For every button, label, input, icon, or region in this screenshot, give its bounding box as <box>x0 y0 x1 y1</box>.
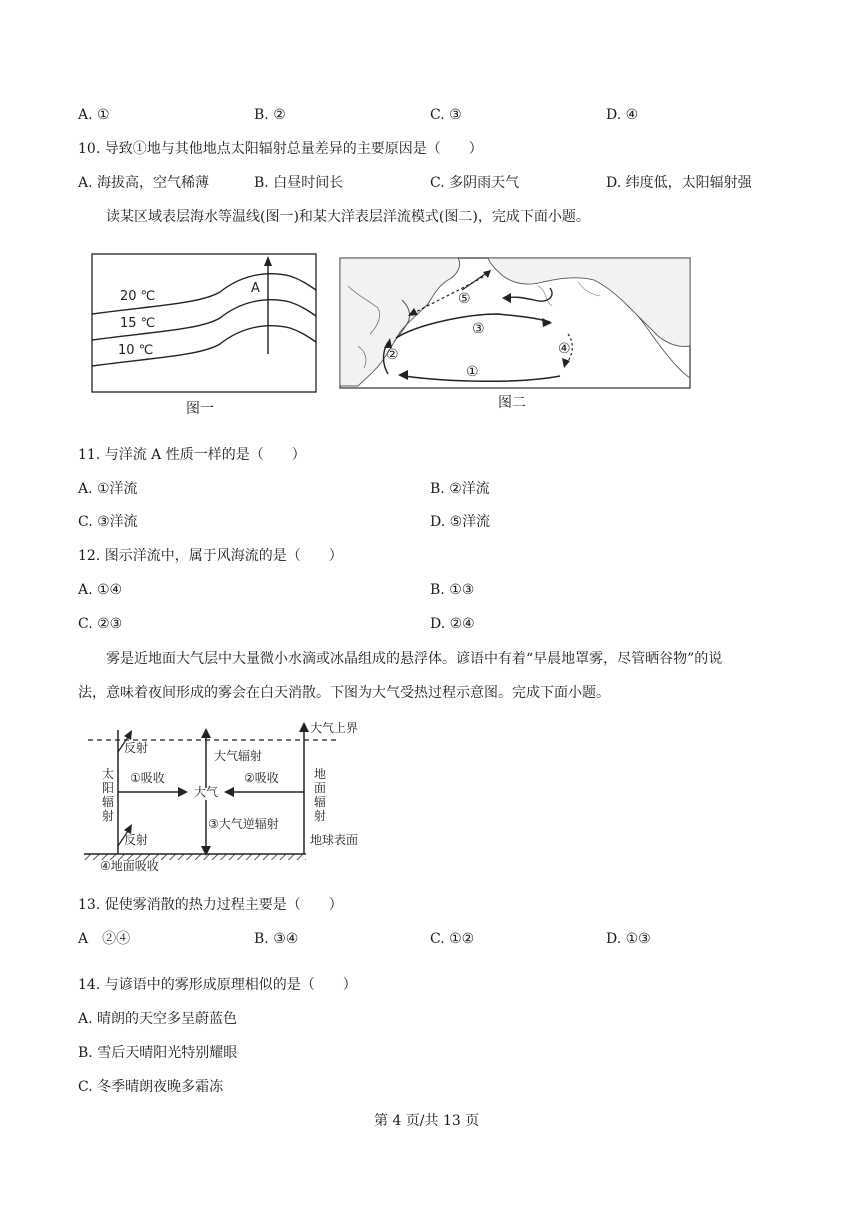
ground-radiation-char-2: 面 <box>314 781 327 795</box>
figure1-caption: 图一 <box>186 401 214 417</box>
q11-option-a: A. ①洋流 <box>78 481 138 497</box>
figure-isotherms <box>90 252 320 420</box>
q14-stem: 14. 与谚语中的雾形成原理相似的是（ ） <box>78 977 357 993</box>
ground-radiation-char-4: 射 <box>314 809 327 823</box>
ground-absorption-label: ④地面吸收 <box>100 859 159 873</box>
q9-option-d: D. ④ <box>606 107 639 123</box>
q13-stem: 13. 促使雾消散的热力过程主要是（ ） <box>78 897 343 913</box>
current-4-label: ④ <box>558 341 571 357</box>
current-2-label: ② <box>386 347 399 363</box>
solar-radiation-char-1: 太 <box>102 767 115 781</box>
absorption-1-label: ①吸收 <box>130 771 165 785</box>
q11-option-b: B. ②洋流 <box>430 481 490 497</box>
q10-option-d: D. 纬度低，太阳辐射强 <box>606 175 752 191</box>
current-1-label: ① <box>466 364 479 380</box>
q13-option-c: C. ①② <box>430 931 475 947</box>
isotherm-20-label: 20 ℃ <box>120 289 156 304</box>
q14-option-c: C. 冬季晴朗夜晚多霜冻 <box>78 1079 224 1095</box>
isotherm-10-label: 10 ℃ <box>118 343 154 358</box>
counter-radiation-label: ③大气逆辐射 <box>208 817 279 831</box>
q13-option-b: B. ③④ <box>254 931 299 947</box>
q12-option-d: D. ②④ <box>430 616 475 632</box>
q9-option-c: C. ③ <box>430 107 462 123</box>
q10-option-c: C. 多阴雨天气 <box>430 175 520 191</box>
solar-radiation-char-3: 辐 <box>102 795 115 809</box>
passage-fog-line2: 法，意味着夜间形成的雾会在白天消散。下图为大气受热过程示意图。完成下面小题。 <box>78 685 610 701</box>
reflection-bottom-label: 反射 <box>124 833 149 847</box>
ground-radiation-char-3: 辐 <box>314 795 327 809</box>
figure-atmospheric-heating <box>84 716 384 876</box>
q11-option-d: D. ⑤洋流 <box>430 514 491 530</box>
q10-stem: 10. 导致①地与其他地点太阳辐射总量差异的主要原因是（ ） <box>78 141 483 157</box>
passage-currents: 读某区域表层海水等温线(图一)和某大洋表层洋流模式(图二)，完成下面小题。 <box>106 209 590 225</box>
ground-radiation-char-1: 地 <box>314 767 327 781</box>
earth-surface-label: 地球表面 <box>310 833 359 847</box>
q12-stem: 12. 图示洋流中，属于风海流的是（ ） <box>78 548 343 564</box>
q10-option-b: B. 白昼时间长 <box>254 175 344 191</box>
reflection-top-label: 反射 <box>124 741 149 755</box>
isotherm-15-label: 15 ℃ <box>120 316 156 331</box>
q14-option-b: B. 雪后天晴阳光特别耀眼 <box>78 1045 238 1061</box>
q12-option-b: B. ①③ <box>430 582 475 598</box>
q12-option-a: A. ①④ <box>78 582 123 598</box>
q10-option-a: A. 海拔高，空气稀薄 <box>78 175 210 191</box>
q11-option-c: C. ③洋流 <box>78 514 138 530</box>
current-5-label: ⑤ <box>458 291 471 307</box>
atmosphere-top-label: 大气上界 <box>310 721 359 735</box>
atmospheric-radiation-label: 大气辐射 <box>214 749 263 763</box>
atmosphere-label: 大气 <box>194 785 219 799</box>
figure-ocean-currents-map <box>338 256 694 416</box>
page-footer: 第 4 页/共 13 页 <box>374 1113 480 1129</box>
q9-option-a: A. ① <box>78 107 110 123</box>
current-a-label: A <box>251 281 260 296</box>
q9-option-b: B. ② <box>254 107 286 123</box>
absorption-2-label: ②吸收 <box>244 771 279 785</box>
q11-stem: 11. 与洋流 A 性质一样的是（ ） <box>78 447 306 463</box>
solar-radiation-char-2: 阳 <box>102 781 115 795</box>
figure2-caption: 图二 <box>498 395 526 411</box>
q12-option-c: C. ②③ <box>78 616 123 632</box>
solar-radiation-char-4: 射 <box>102 809 115 823</box>
q13-option-d: D. ①③ <box>606 931 651 947</box>
passage-fog-line1: 雾是近地面大气层中大量微小水滴或冰晶组成的悬浮体。谚语中有着“早晨地罩雾，尽管晒谷物”的说 <box>106 651 723 667</box>
q13-option-a: A ②④ <box>78 931 131 947</box>
q14-option-a: A. 晴朗的天空多呈蔚蓝色 <box>78 1011 238 1027</box>
current-3-label: ③ <box>472 321 485 337</box>
